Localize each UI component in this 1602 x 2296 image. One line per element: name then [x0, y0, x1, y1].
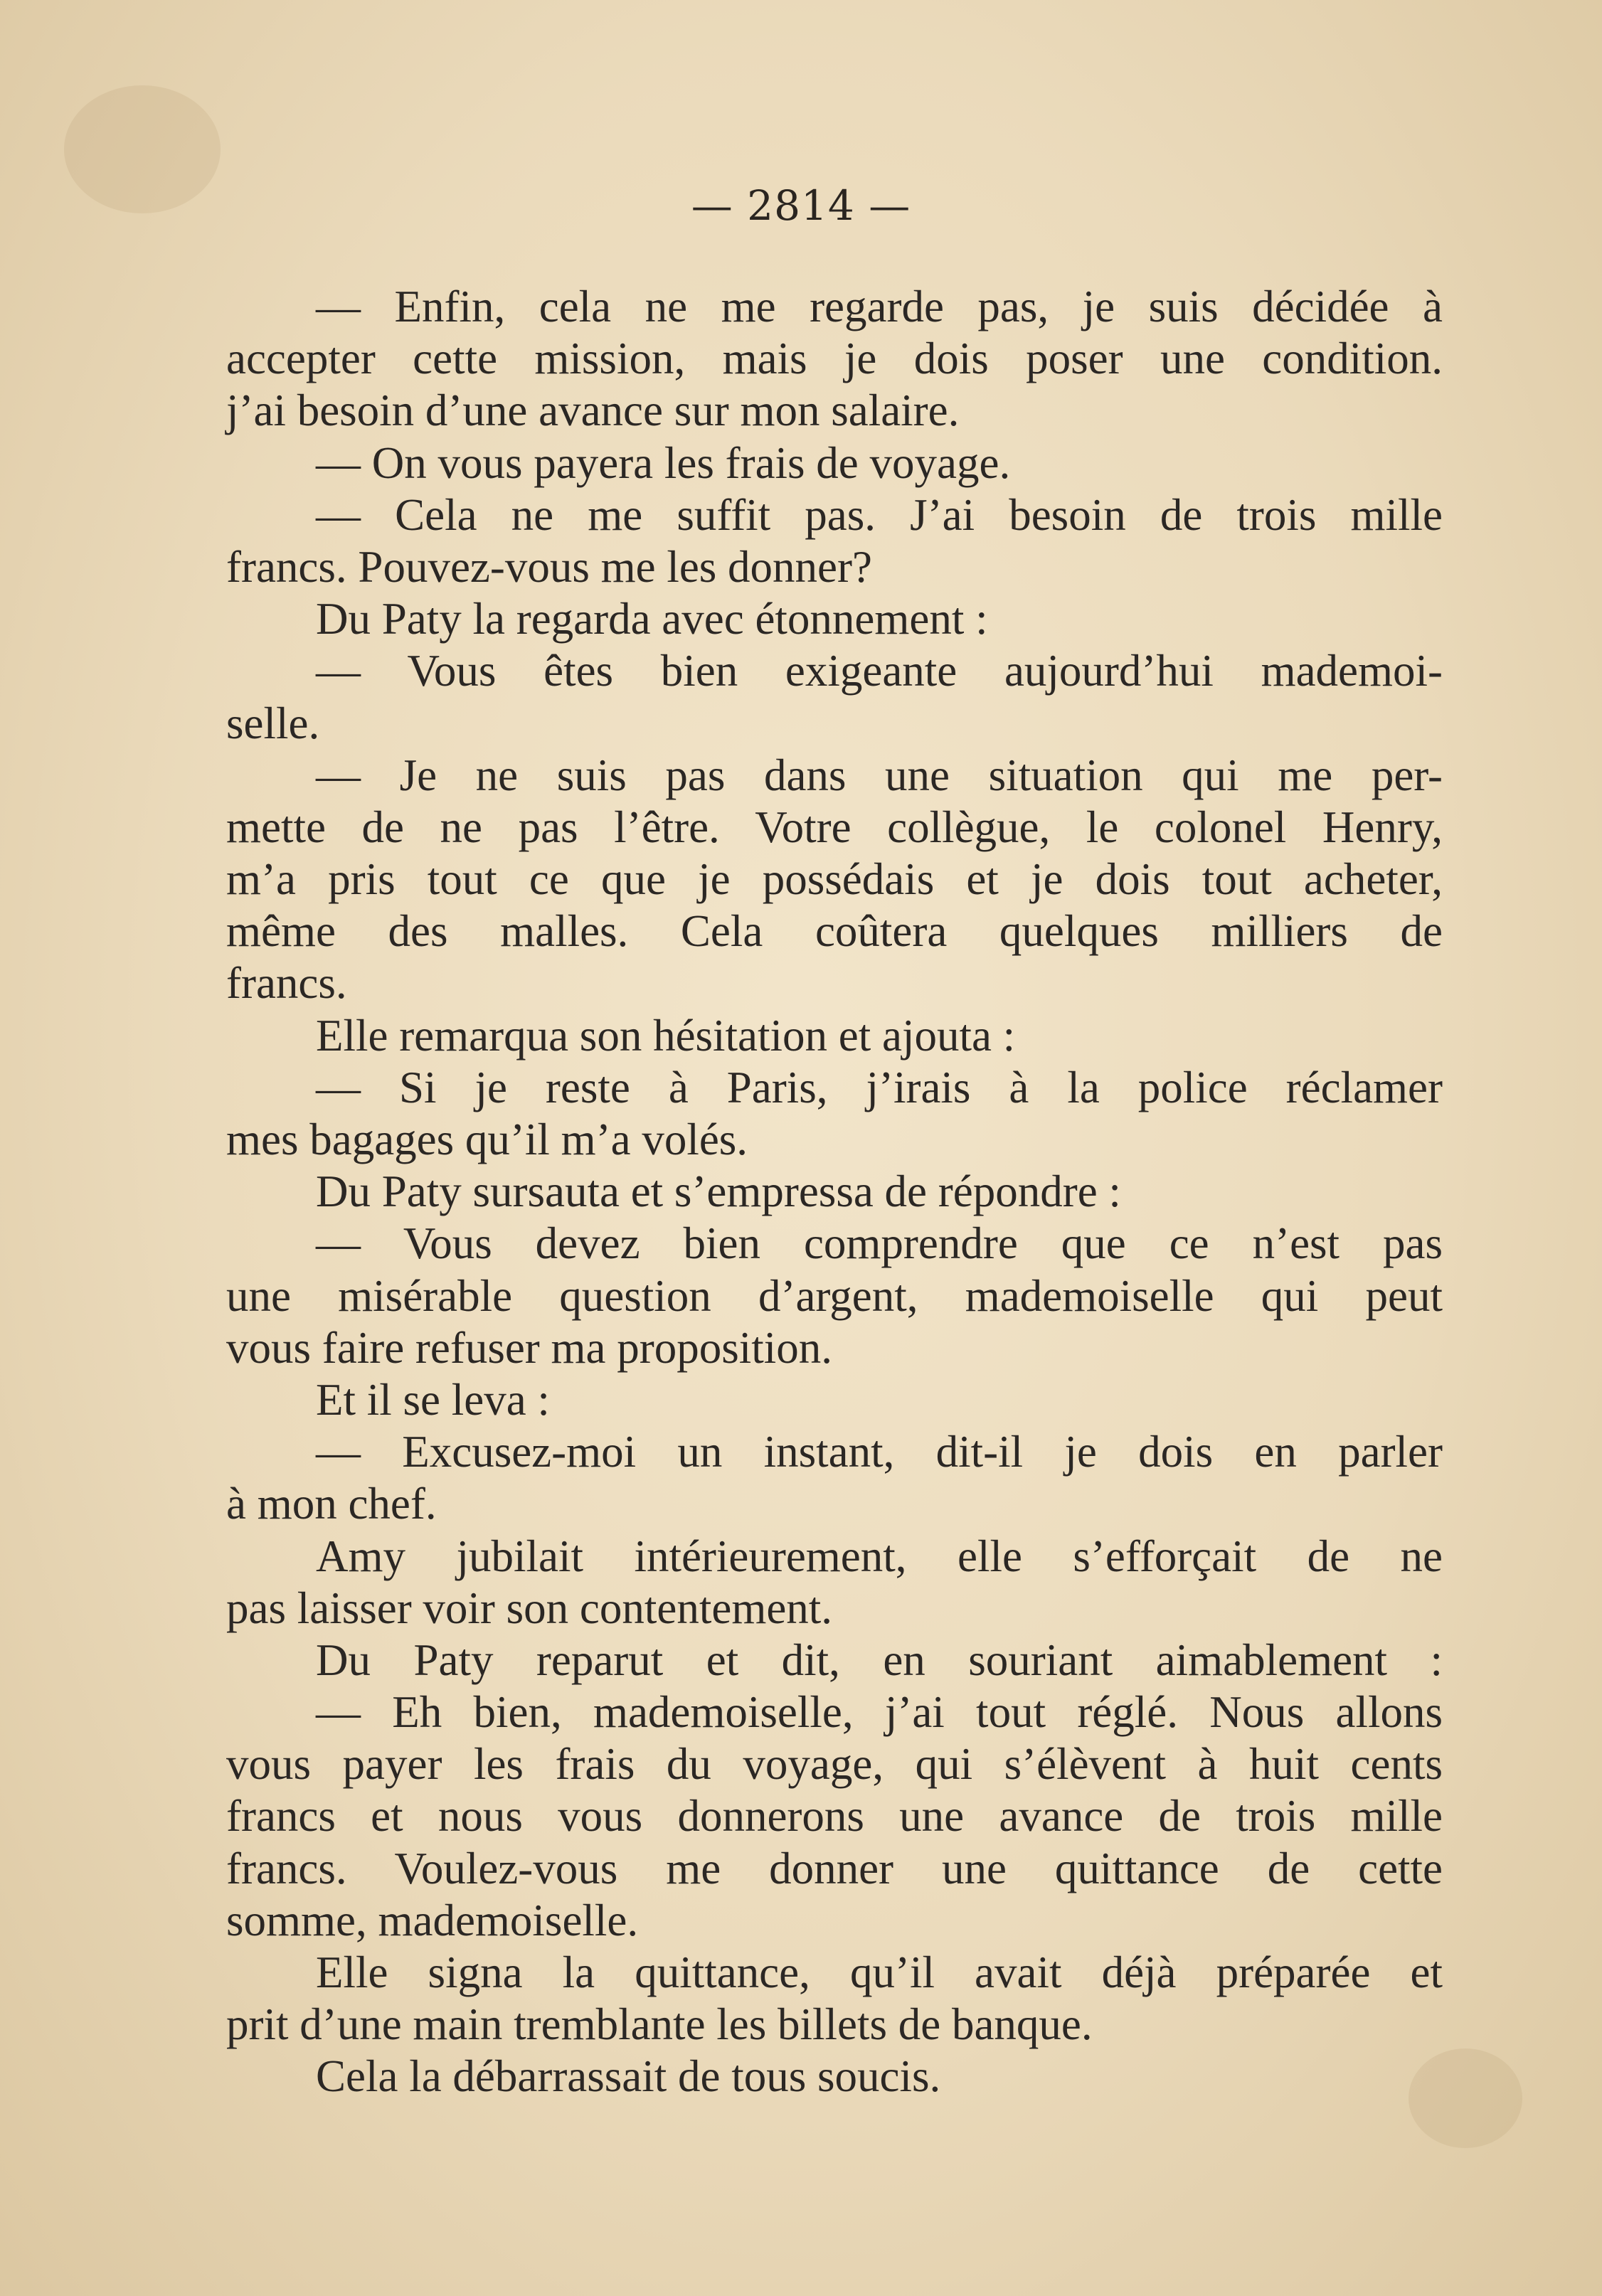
text-line: mes bagages qu’il m’a volés.	[226, 1115, 748, 1164]
text-line: Elle remarqua son hésitation et ajouta :	[316, 1010, 1016, 1061]
text-line: — Si je reste à Paris, j’irais à la police réclamer	[316, 1062, 1443, 1112]
text-line: francs et nous vous donnerons une avance de trois mille	[226, 1791, 1443, 1841]
text-line: Du Paty la regarda avec étonnement :	[316, 594, 988, 644]
text-line: Et il se leva :	[316, 1374, 550, 1425]
text-line: — Enfin, cela ne me regarde pas, je suis décidée à	[316, 282, 1443, 331]
text-line: francs.	[226, 958, 347, 1009]
text-line: Du Paty reparut et dit, en souriant aimablement :	[316, 1635, 1443, 1685]
text-line: accepter cette mission, mais je dois poser une condition.	[226, 334, 1443, 384]
text-line: — Cela ne me suffit pas. J’ai besoin de trois mille	[316, 489, 1443, 540]
text-line: Amy jubilait intérieurement, elle s’efforçait de ne	[316, 1531, 1443, 1581]
text-line: mette de ne pas l’être. Votre collègue, le colonel Henry,	[226, 802, 1443, 852]
text-line: francs. Pouvez-vous me les donner?	[226, 541, 872, 592]
text-line: Du Paty sursauta et s’empressa de répondre :	[316, 1166, 1121, 1217]
text-line: — Vous devez bien comprendre que ce n’est pas	[316, 1218, 1443, 1269]
text-line: une misérable question d’argent, mademoiselle qui peut	[226, 1270, 1443, 1321]
text-line: vous faire refuser ma proposition.	[226, 1322, 833, 1373]
text-line: prit d’une main tremblante les billets de banque.	[226, 1999, 1093, 2050]
text-line: — On vous payera les frais de voyage.	[316, 437, 1011, 488]
text-line: m’a pris tout ce que je possédais et je dois tout acheter,	[226, 854, 1443, 905]
text-line: même des malles. Cela coûtera quelques milliers de	[226, 906, 1443, 957]
text-line: — Je ne suis pas dans une situation qui me per-	[316, 750, 1443, 800]
text-line: somme, mademoiselle.	[226, 1895, 639, 1945]
text-line: j’ai besoin d’une avance sur mon salaire.	[226, 386, 960, 436]
text-line: — Excusez-moi un instant, dit-il je dois en parler	[316, 1427, 1443, 1477]
page-number: — 2814 —	[691, 181, 911, 230]
text-line: vous payer les frais du voyage, qui s’élèvent à huit cents	[226, 1739, 1443, 1790]
text-line: à mon chef.	[226, 1479, 437, 1529]
text-line: — Eh bien, mademoiselle, j’ai tout réglé. Nous allons	[316, 1687, 1443, 1738]
text-line: francs. Voulez-vous me donner une quittance de cette	[226, 1843, 1443, 1893]
text-line: selle.	[226, 698, 320, 748]
text-line: pas laisser voir son contentement.	[226, 1583, 833, 1633]
body-text	[226, 281, 1443, 2103]
text-line: — Vous êtes bien exigeante aujourd’hui mademoi-	[316, 646, 1443, 696]
text-line: Cela la débarrassait de tous soucis.	[316, 2051, 941, 2102]
text-line: Elle signa la quittance, qu’il avait déjà préparée et	[316, 1947, 1443, 1997]
